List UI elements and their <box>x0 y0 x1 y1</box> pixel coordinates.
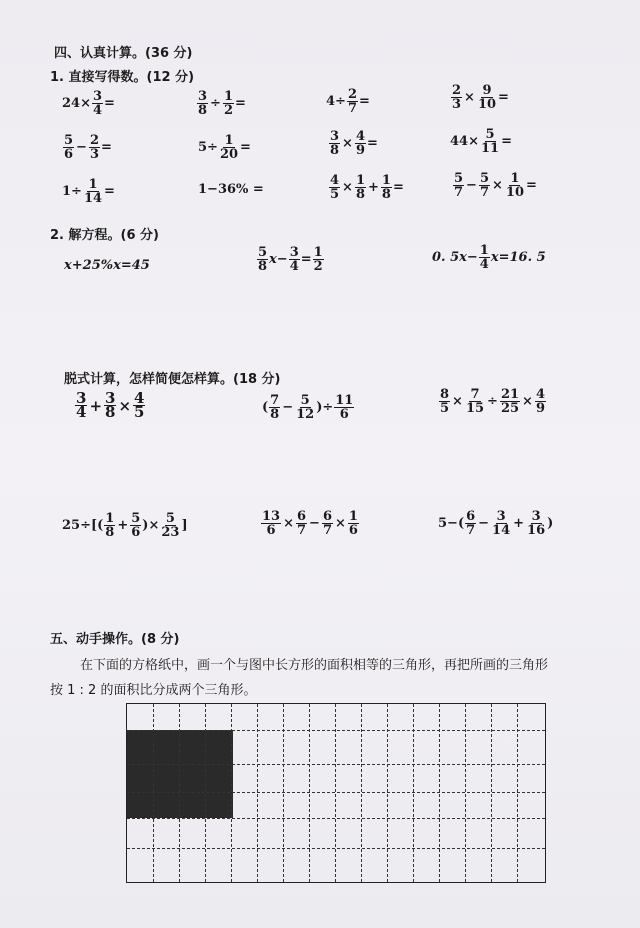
q1-h-frac <box>480 128 500 155</box>
num: 21 <box>500 387 520 402</box>
q3-d-mid: )× <box>142 518 160 533</box>
q2-b-frac1 <box>257 246 268 273</box>
den: 7 <box>454 185 464 200</box>
q1-c-pre: 4÷ <box>326 94 346 109</box>
equals: = <box>367 136 378 151</box>
q3-c-frac3 <box>500 388 520 415</box>
num: 3 <box>92 89 103 104</box>
q1-e <box>62 134 112 161</box>
q3-a-frac3 <box>133 389 145 421</box>
q1-l-frac2 <box>479 172 490 199</box>
num: 2 <box>89 133 99 148</box>
den: 5 <box>134 403 145 421</box>
q3-f-pre: 5−( <box>438 516 465 531</box>
num: 9 <box>482 83 492 98</box>
equals: = <box>101 140 112 155</box>
q3-b-frac2 <box>295 394 315 421</box>
operator: + <box>368 180 379 195</box>
q1-l <box>452 172 537 199</box>
operator: − <box>282 400 294 415</box>
operator: × <box>335 516 346 531</box>
num: 1 <box>348 509 358 524</box>
den: 7 <box>347 101 357 116</box>
q1-a <box>62 90 115 117</box>
operator: × <box>464 90 475 105</box>
num: 4 <box>330 173 340 188</box>
num: 4 <box>535 387 545 402</box>
q1-a-post: = <box>104 96 115 111</box>
num: 5 <box>64 133 74 148</box>
section5-instruction-line2: 按 1 : 2 的面积比分成两个三角形。 <box>50 683 257 698</box>
den: 6 <box>348 523 358 538</box>
q1-h <box>450 128 512 155</box>
paren: ( <box>262 400 269 415</box>
q3-d-frac1 <box>104 512 115 539</box>
den: 7 <box>479 185 489 200</box>
num: 3 <box>330 129 340 144</box>
q1-g-frac1 <box>329 130 340 157</box>
den: 8 <box>198 103 208 118</box>
den: 6 <box>64 147 74 162</box>
q3-e <box>260 510 360 537</box>
num: 4 <box>134 389 145 407</box>
num: 1 <box>88 177 98 192</box>
q3-f-frac3 <box>526 510 546 537</box>
num: 3 <box>531 509 541 524</box>
operator: ÷ <box>210 96 221 111</box>
operator: − <box>76 140 87 155</box>
den: 4 <box>479 257 489 272</box>
q3-d <box>62 512 188 539</box>
den: 23 <box>161 525 180 540</box>
den: 8 <box>258 259 268 274</box>
operator: − <box>309 516 320 531</box>
num: 1 <box>313 245 323 260</box>
den: 11 <box>480 141 500 156</box>
operator: × <box>492 178 503 193</box>
den: 3 <box>452 97 462 112</box>
den: 8 <box>355 187 365 202</box>
num: 2 <box>452 83 462 98</box>
paren: )÷ <box>316 400 334 415</box>
q3-c-frac1 <box>439 388 450 415</box>
equals: = <box>359 94 370 109</box>
num: 5 <box>454 171 464 186</box>
q3-c-frac2 <box>465 388 485 415</box>
num: 7 <box>470 387 480 402</box>
den: 7 <box>322 523 332 538</box>
num: 5 <box>300 393 310 408</box>
grid-line <box>127 730 545 731</box>
den: 4 <box>92 103 103 118</box>
den: 8 <box>381 187 391 202</box>
den: 15 <box>465 401 485 416</box>
q1-g <box>328 130 378 157</box>
operator: − <box>466 178 477 193</box>
q3-e-frac3 <box>322 510 333 537</box>
num: 11 <box>335 393 354 408</box>
operator: × <box>118 396 132 415</box>
operator: × <box>283 516 294 531</box>
grid-line <box>127 818 545 819</box>
section5-instruction-line1: 在下面的方格纸中，画一个与图中长方形的面积相等的三角形，再把所画的三角形 <box>80 658 549 673</box>
q3-c <box>438 388 547 415</box>
equals: = <box>498 90 509 105</box>
q1-j: 1−36% = <box>198 182 264 197</box>
den: 8 <box>105 403 116 421</box>
q2-b-mid: x− <box>269 252 288 267</box>
operator: + <box>513 516 525 531</box>
den: 8 <box>270 407 280 422</box>
num: 6 <box>466 509 476 524</box>
q1-e-frac2 <box>89 134 100 161</box>
operator: ÷ <box>487 394 498 409</box>
num: 1 <box>510 171 520 186</box>
num: 1 <box>105 511 115 526</box>
den: 20 <box>219 147 239 162</box>
q3-c-frac4 <box>535 388 546 415</box>
q1-b-frac1 <box>197 90 208 117</box>
num: 1 <box>381 173 391 188</box>
q1-i-pre: 1÷ <box>62 184 82 199</box>
num: 5 <box>131 511 141 526</box>
num: 8 <box>440 387 450 402</box>
operator: × <box>342 180 353 195</box>
num: 3 <box>198 89 208 104</box>
q1-k-frac3 <box>381 174 392 201</box>
section4-title: 四、认真计算。(36 分) <box>54 46 193 61</box>
den: 10 <box>505 185 524 200</box>
num: 1 <box>224 133 234 148</box>
den: 4 <box>76 403 87 421</box>
q3-d-frac3 <box>160 512 180 539</box>
q2-b-frac3 <box>313 246 324 273</box>
q1-d-frac1 <box>451 84 462 111</box>
den: 14 <box>83 191 103 206</box>
den: 10 <box>477 97 497 112</box>
q3-b <box>262 394 355 421</box>
num: 5 <box>485 127 495 142</box>
q2-c-pre: 0. 5x− <box>432 250 478 265</box>
q2-b-frac2 <box>289 246 300 273</box>
grid-line <box>127 792 545 793</box>
q1-f <box>198 134 251 161</box>
q1-k-frac1 <box>329 174 340 201</box>
den: 7 <box>297 523 307 538</box>
num: 3 <box>289 245 299 260</box>
part2-title: 2. 解方程。(6 分) <box>50 228 159 243</box>
den: 5 <box>330 187 340 202</box>
num: 4 <box>355 129 365 144</box>
operator: − <box>478 516 490 531</box>
bracket: ] <box>181 518 188 533</box>
q3-a-frac1 <box>75 389 87 421</box>
q1-l-frac1 <box>453 172 464 199</box>
q1-k-frac2 <box>355 174 366 201</box>
den: 12 <box>296 407 315 422</box>
den: 16 <box>527 523 546 538</box>
q3-d-frac2 <box>130 512 141 539</box>
den: 8 <box>330 143 340 158</box>
part3-title: 脱式计算，怎样简便怎样算。(18 分) <box>64 372 281 387</box>
den: 9 <box>535 401 545 416</box>
q1-g-frac2 <box>355 130 366 157</box>
q1-h-pre: 44× <box>450 134 479 149</box>
q1-a-frac <box>92 90 103 117</box>
q3-e-frac2 <box>296 510 307 537</box>
den: 2 <box>223 103 233 118</box>
num: 3 <box>76 389 87 407</box>
den: 9 <box>355 143 365 158</box>
den: 7 <box>466 523 476 538</box>
num: 1 <box>355 173 365 188</box>
num: 13 <box>262 509 281 524</box>
den: 6 <box>339 407 349 422</box>
equals: = <box>104 184 115 199</box>
q3-f-frac1 <box>465 510 476 537</box>
den: 14 <box>492 523 511 538</box>
num: 5 <box>479 171 489 186</box>
num: 3 <box>105 389 116 407</box>
equals: = <box>501 134 512 149</box>
q3-d-pre: 25÷[( <box>62 518 104 533</box>
q3-a <box>74 389 146 421</box>
q3-a-frac2 <box>104 389 116 421</box>
q1-c <box>326 88 370 115</box>
den: 8 <box>105 525 115 540</box>
num: 1 <box>479 243 489 258</box>
den: 2 <box>313 259 323 274</box>
operator: × <box>522 394 533 409</box>
q3-e-frac4 <box>348 510 359 537</box>
equals: = <box>300 252 312 267</box>
section5-title: 五、动手操作。(8 分) <box>50 632 180 647</box>
q1-l-frac3 <box>505 172 525 199</box>
q3-e-frac1 <box>261 510 281 537</box>
q1-d <box>450 84 509 111</box>
num: 6 <box>297 509 307 524</box>
equals: = <box>235 96 246 111</box>
q2-c-frac <box>479 244 490 271</box>
operator: × <box>452 394 463 409</box>
q1-d-frac2 <box>477 84 497 111</box>
num: 1 <box>223 89 233 104</box>
q1-c-frac <box>347 88 358 115</box>
paren: ) <box>547 516 554 531</box>
num: 7 <box>270 393 280 408</box>
q1-b <box>196 90 246 117</box>
part1-title: 1. 直接写得数。(12 分) <box>50 70 195 85</box>
shaded-rectangle <box>127 730 233 818</box>
q1-k <box>328 174 404 201</box>
den: 6 <box>266 523 276 538</box>
den: 25 <box>500 401 520 416</box>
q3-b-frac3 <box>334 394 354 421</box>
grid-paper[interactable] <box>126 703 546 883</box>
q1-e-frac1 <box>63 134 74 161</box>
q2-c <box>432 244 546 271</box>
q3-f-frac2 <box>491 510 511 537</box>
num: 6 <box>322 509 332 524</box>
equals: = <box>526 178 537 193</box>
equals: = <box>392 180 404 195</box>
q1-b-frac2 <box>223 90 234 117</box>
operator: × <box>342 136 353 151</box>
q2-b <box>256 246 325 273</box>
q1-f-frac <box>219 134 239 161</box>
operator: + <box>117 518 129 533</box>
q1-i <box>62 178 115 205</box>
q1-a-pre: 24× <box>62 96 91 111</box>
q2-a: x+25%x=45 <box>64 258 150 273</box>
operator: + <box>89 396 103 415</box>
q3-f <box>438 510 553 537</box>
num: 2 <box>347 87 357 102</box>
equals: = <box>240 140 251 155</box>
den: 6 <box>131 525 141 540</box>
num: 5 <box>258 245 268 260</box>
den: 4 <box>289 259 299 274</box>
den: 5 <box>440 401 450 416</box>
grid-line <box>127 848 545 849</box>
q3-b-frac1 <box>269 394 280 421</box>
num: 5 <box>165 511 175 526</box>
den: 3 <box>89 147 99 162</box>
q1-i-frac <box>83 178 103 205</box>
q1-f-pre: 5÷ <box>198 140 218 155</box>
grid-line <box>127 764 545 765</box>
num: 3 <box>496 509 506 524</box>
q2-c-post: x=16. 5 <box>490 250 546 265</box>
